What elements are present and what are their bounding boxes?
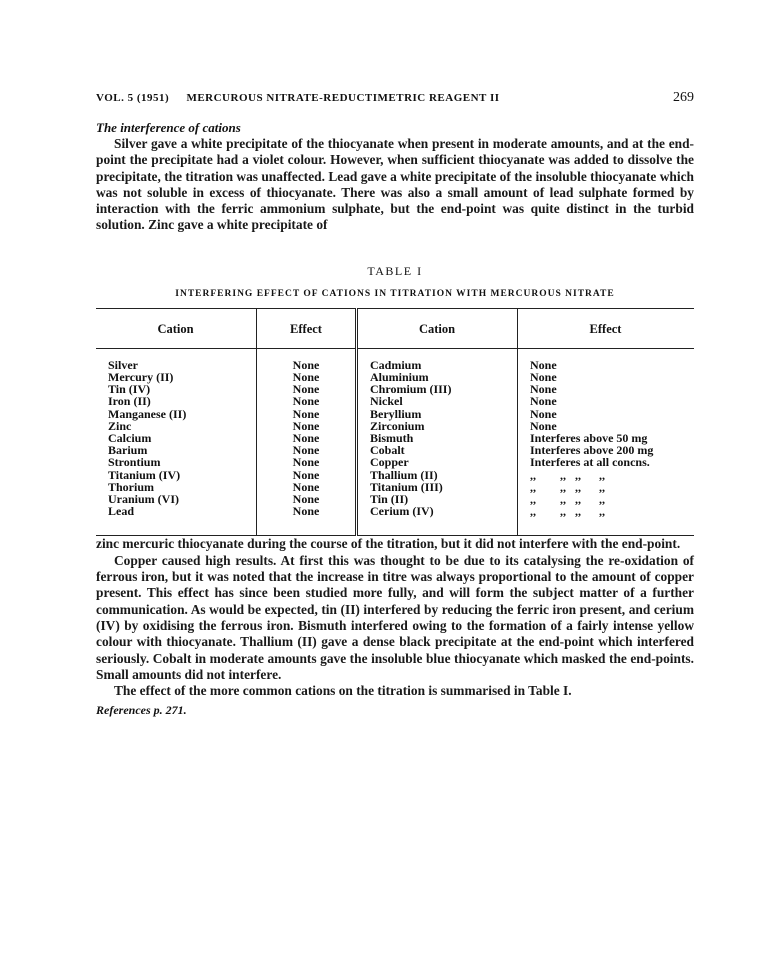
- cell-effect: None: [257, 456, 357, 468]
- table-row: [96, 456, 694, 468]
- table-row: [96, 348, 694, 371]
- cell-cation: Mercury (II): [108, 369, 174, 384]
- cell-effect: None: [518, 371, 695, 383]
- header-cation-2: Cation: [357, 308, 518, 348]
- cation-table: [96, 308, 694, 537]
- cell-cation: Cobalt: [357, 444, 518, 456]
- table-row: [96, 505, 694, 536]
- cell-cation: Strontium: [108, 455, 161, 470]
- cell-cation: Manganese (II): [108, 406, 187, 421]
- running-title: MERCUROUS NITRATE-REDUCTIMETRIC REAGENT II: [186, 92, 500, 104]
- cell-effect: ,, ,, ,, ,,: [518, 505, 695, 536]
- cell-cation: Thallium (II): [357, 469, 518, 481]
- cell-effect: ,, ,, ,, ,,: [518, 469, 695, 481]
- table-caption: INTERFERING EFFECT OF CATIONS IN TITRATION WITH MERCUROUS NITRATE: [175, 288, 615, 299]
- table-label: TABLE I: [367, 263, 423, 278]
- paragraph-3: Copper caused high results. At first this was thought to be due to its catalysing the re-oxidation of ferrous iron, but it was noted that the increase in titre was always proportional to the amount of copper present. This effect has since been studied more fully, and will form the subject matter of a further communication. As would be expected, tin (II) interfered by reducing the ferric iron present, and cerium (IV) by oxidising the ferrous iron. Bismuth interfered owing to the formation of a fairly intense yellow colour with thiocyanate. Thallium (II) gave a dense black precipitate at the end-point which interfered seriously. Cobalt in moderate amounts gave the insoluble blue thiocyanate which masked the end-points. Small amounts did not interfere.: [96, 552, 694, 682]
- cell-cation: Cerium (IV): [357, 505, 518, 536]
- cell-effect: None: [257, 505, 357, 536]
- cell-effect: None: [257, 383, 357, 395]
- cell-cation: Uranium (VI): [108, 492, 179, 507]
- table-header-row: [96, 308, 694, 348]
- cell-cation: Tin (II): [357, 493, 518, 505]
- cell-cation: Silver: [108, 357, 138, 372]
- cell-effect: Interferes above 200 mg: [518, 444, 695, 456]
- cell-effect: None: [518, 348, 695, 371]
- cell-effect: None: [257, 408, 357, 420]
- cell-effect: None: [257, 371, 357, 383]
- cell-cation: Thorium: [108, 479, 155, 494]
- header-cation-1: Cation: [96, 308, 257, 348]
- cell-effect: None: [257, 420, 357, 432]
- cell-effect: Interferes above 50 mg: [518, 432, 695, 444]
- table-row: [96, 469, 694, 481]
- cell-cation: Beryllium: [357, 408, 518, 420]
- cell-cation: Titanium (III): [357, 481, 518, 493]
- cell-effect: ,, ,, ,, ,,: [518, 481, 695, 493]
- references-note: References p. 271.: [96, 703, 187, 718]
- page-number: 269: [673, 90, 694, 105]
- page: [96, 90, 694, 718]
- cell-effect: Interferes at all concns.: [518, 456, 695, 468]
- cell-effect: None: [257, 469, 357, 481]
- table-row: [96, 408, 694, 420]
- running-head: [96, 90, 694, 106]
- cell-effect: ,, ,, ,, ,,: [518, 493, 695, 505]
- cell-effect: None: [518, 420, 695, 432]
- paragraph-2: zinc mercuric thiocyanate during the course of the titration, but it did not interfere with the end-point.: [96, 536, 681, 552]
- cell-effect: None: [257, 444, 357, 456]
- header-effect-1: Effect: [257, 308, 357, 348]
- cell-cation: Lead: [108, 504, 135, 519]
- cell-cation: Copper: [357, 456, 518, 468]
- cell-cation: Iron (II): [108, 394, 151, 409]
- table-row: [96, 395, 694, 407]
- paragraph-1: Silver gave a white precipitate of the thiocyanate when present in moderate amounts, and at the end-point the precipitate had a violet colour. However, when sufficient thiocyanate was added to dissolve the precipitate, the titration was unaffected. Lead gave a white precipitate of the insoluble thiocyanate which was not soluble in excess of thiocyanate. There was also a small amount of lead sulphate formed by interaction with the ferric ammonium sulphate, but the end-point was quite distinct in the turbid solution. Zinc gave a white precipitate of: [96, 136, 694, 233]
- volume-label: VOL. 5 (1951): [96, 92, 170, 104]
- cell-cation: Barium: [108, 443, 148, 458]
- cell-cation: Aluminium: [357, 371, 518, 383]
- cell-effect: None: [257, 493, 357, 505]
- cell-effect: None: [518, 395, 695, 407]
- cell-cation: Bismuth: [357, 432, 518, 444]
- cell-effect: None: [257, 481, 357, 493]
- header-effect-2: Effect: [518, 308, 695, 348]
- section-heading: The interference of cations: [96, 120, 241, 135]
- cell-cation: Calcium: [108, 431, 152, 445]
- cell-cation: Zinc: [108, 418, 132, 433]
- cell-effect: None: [518, 408, 695, 420]
- cell-effect: None: [257, 432, 357, 444]
- cell-cation: Zirconium: [357, 420, 518, 432]
- cell-effect: None: [518, 383, 695, 395]
- cell-effect: None: [257, 395, 357, 407]
- paragraph-4: The effect of the more common cations on the titration is summarised in Table I.: [114, 683, 572, 699]
- cell-cation: Chromium (III): [357, 383, 518, 395]
- cell-cation: Tin (IV): [108, 382, 151, 397]
- cell-cation: Nickel: [357, 395, 518, 407]
- cell-cation: Cadmium: [357, 348, 518, 371]
- cell-effect: None: [257, 348, 357, 371]
- cell-cation: Titanium (IV): [108, 467, 181, 482]
